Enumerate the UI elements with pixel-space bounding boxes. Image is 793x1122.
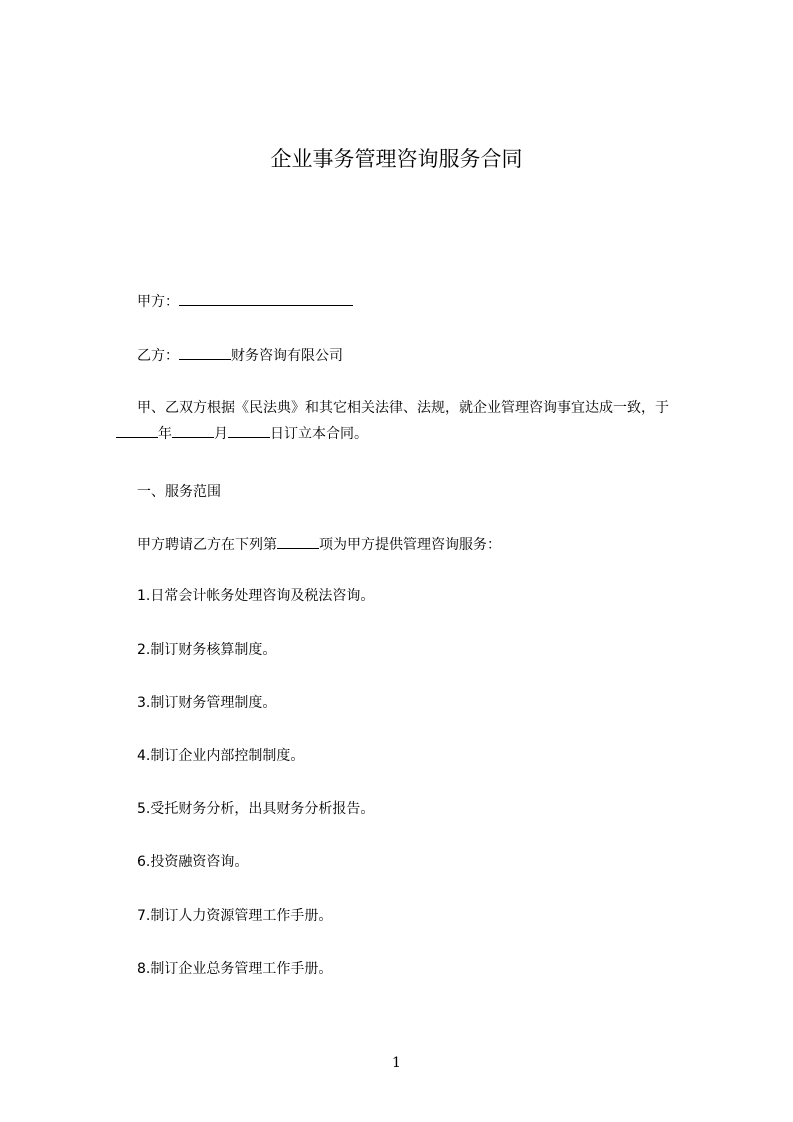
list-item: 6.投资融资咨询。 — [137, 854, 249, 870]
day-label: 日订立本合同。 — [270, 426, 368, 442]
document-title: 企业事务管理咨询服务合同 — [270, 147, 523, 171]
scope-intro-part1: 甲方聘请乙方在下列第 — [137, 537, 277, 553]
party-a-blank — [179, 291, 353, 306]
scope-intro-part2: 项为甲方提供管理咨询服务： — [319, 537, 501, 553]
party-b-line — [137, 345, 343, 365]
list-item: 3.制订财务管理制度。 — [137, 695, 277, 711]
list-item: 2.制订财务核算制度。 — [137, 642, 277, 658]
list-item: 1.日常会计帐务处理咨询及税法咨询。 — [137, 588, 375, 604]
list-item: 4.制订企业内部控制制度。 — [137, 748, 305, 764]
preamble-text: 甲、乙双方根据《民法典》和其它相关法律、法规，就企业管理咨询事宜达成一致，于 — [137, 400, 669, 416]
party-b-blank — [179, 345, 231, 360]
day-blank — [228, 423, 270, 438]
month-label: 月 — [214, 426, 228, 442]
page-number: 1 — [392, 1055, 401, 1071]
party-b-name: 财务咨询有限公司 — [231, 348, 343, 364]
section-1-heading: 一、服务范围 — [137, 484, 221, 500]
preamble-paragraph — [116, 395, 706, 447]
item-number-blank — [277, 534, 319, 549]
list-item: 5.受托财务分析，出具财务分析报告。 — [137, 801, 375, 817]
list-item: 7.制订人力资源管理工作手册。 — [137, 908, 333, 924]
party-b-label: 乙方： — [137, 348, 179, 364]
list-item: 8.制订企业总务管理工作手册。 — [137, 961, 333, 977]
year-blank — [116, 423, 158, 438]
month-blank — [172, 423, 214, 438]
year-label: 年 — [158, 426, 172, 442]
party-a-line — [137, 291, 353, 311]
scope-intro — [137, 534, 501, 554]
party-a-label: 甲方： — [137, 294, 179, 310]
